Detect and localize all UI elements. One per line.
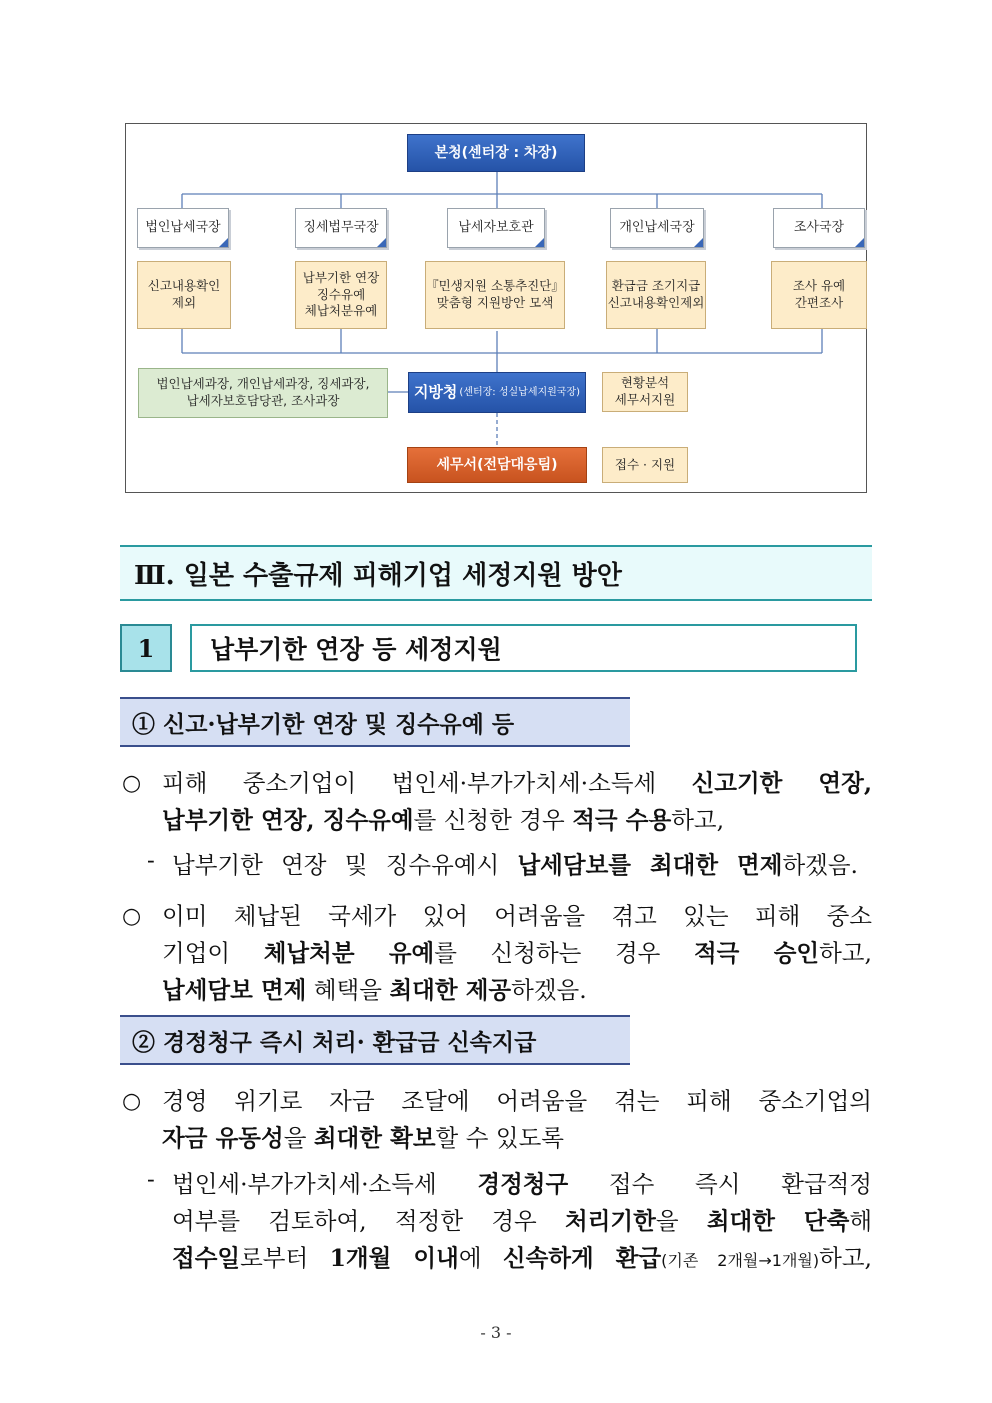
bullet-icon: ○ — [122, 771, 142, 796]
item-2-title: ② 경정청구 즉시 처리· 환급금 신속지급 — [120, 1015, 630, 1065]
bullet-icon: ○ — [122, 904, 142, 929]
dash-2-line-2: 여부를 검토하여, 적정한 경우 처리기한을 최대한 단축해 — [172, 1207, 873, 1235]
section-title: Ⅲ. 일본 수출규제 피해기업 세정지원 방안 — [120, 545, 872, 601]
paragraph-2-line-2: 기업이 체납처분 유예를 신청하는 경우 적극 승인하고, — [162, 939, 872, 967]
task-individual-tax: 환급금 조기지급 신고내용확인제외 — [606, 261, 706, 329]
regional-office-label: 지방청 — [413, 383, 458, 402]
tax-office-task-box: 접수 · 지원 — [602, 447, 688, 483]
tax-office-box: 세무서(전담대응팀) — [407, 447, 587, 483]
regional-office-box — [408, 372, 586, 413]
task-corporate-tax: 신고내용확인 제외 — [137, 261, 231, 329]
dept-investigation: 조사국장 — [773, 208, 865, 248]
paragraph-1-line-1: 피해 중소기업이 법인세·부가가치세·소득세 신고기한 연장, — [162, 769, 872, 797]
paragraph-3-line-2: 자금 유동성을 최대한 확보할 수 있도록 — [162, 1124, 564, 1152]
regional-units-box: 법인납세과장, 개인납세과장, 징세과장, 납세자보호담당관, 조사과장 — [138, 368, 388, 418]
regional-task-box: 현황분석 세무서지원 — [602, 372, 688, 412]
dept-corporate-tax: 법인납세국장 — [137, 208, 229, 248]
dash-1: 납부기한 연장 및 징수유예시 납세담보를 최대한 면제하겠음. — [172, 851, 859, 879]
subsection-title: 납부기한 연장 등 세정지원 — [190, 624, 857, 672]
task-taxpayer-protection: 『민생지원 소통추진단』 맞춤형 지원방안 모색 — [425, 261, 565, 329]
paragraph-2-line-1: 이미 체납된 국세가 있어 어려움을 겪고 있는 피해 중소 — [162, 902, 872, 930]
dash-icon: - — [147, 848, 155, 874]
dash-2-line-3: 접수일로부터 1개월 이내에 신속하게 환급(기존 2개월→1개월)하고, — [172, 1244, 872, 1272]
item-1-title: ① 신고·납부기한 연장 및 징수유예 등 — [120, 697, 630, 747]
org-chart — [125, 123, 867, 493]
task-investigation: 조사 유예 간편조사 — [771, 261, 867, 329]
hq-box: 본청(센터장 : 차장) — [407, 134, 585, 172]
subsection-number: 1 — [120, 624, 172, 672]
dept-taxpayer-protection: 납세자보호관 — [447, 208, 545, 248]
paragraph-3-line-1: 경영 위기로 자금 조달에 어려움을 겪는 피해 중소기업의 — [162, 1087, 872, 1115]
dept-individual-tax: 개인납세국장 — [610, 208, 704, 248]
task-collection-legal: 납부기한 연장 징수유예 체납처분유예 — [295, 261, 387, 329]
paragraph-1-line-2: 납부기한 연장, 징수유예를 신청한 경우 적극 수용하고, — [162, 806, 725, 834]
dash-2-line-1: 법인세·부가가치세·소득세 경정청구 접수 즉시 환급적정 — [172, 1170, 872, 1198]
dept-collection-legal: 징세법무국장 — [295, 208, 387, 248]
bullet-icon: ○ — [122, 1089, 142, 1114]
page-number: - 3 - — [480, 1323, 512, 1342]
dash-icon: - — [147, 1167, 155, 1193]
paragraph-2-line-3: 납세담보 면제 혜택을 최대한 제공하겠음. — [162, 976, 587, 1004]
regional-office-head: (센터장: 성실납세지원국장) — [459, 386, 581, 398]
